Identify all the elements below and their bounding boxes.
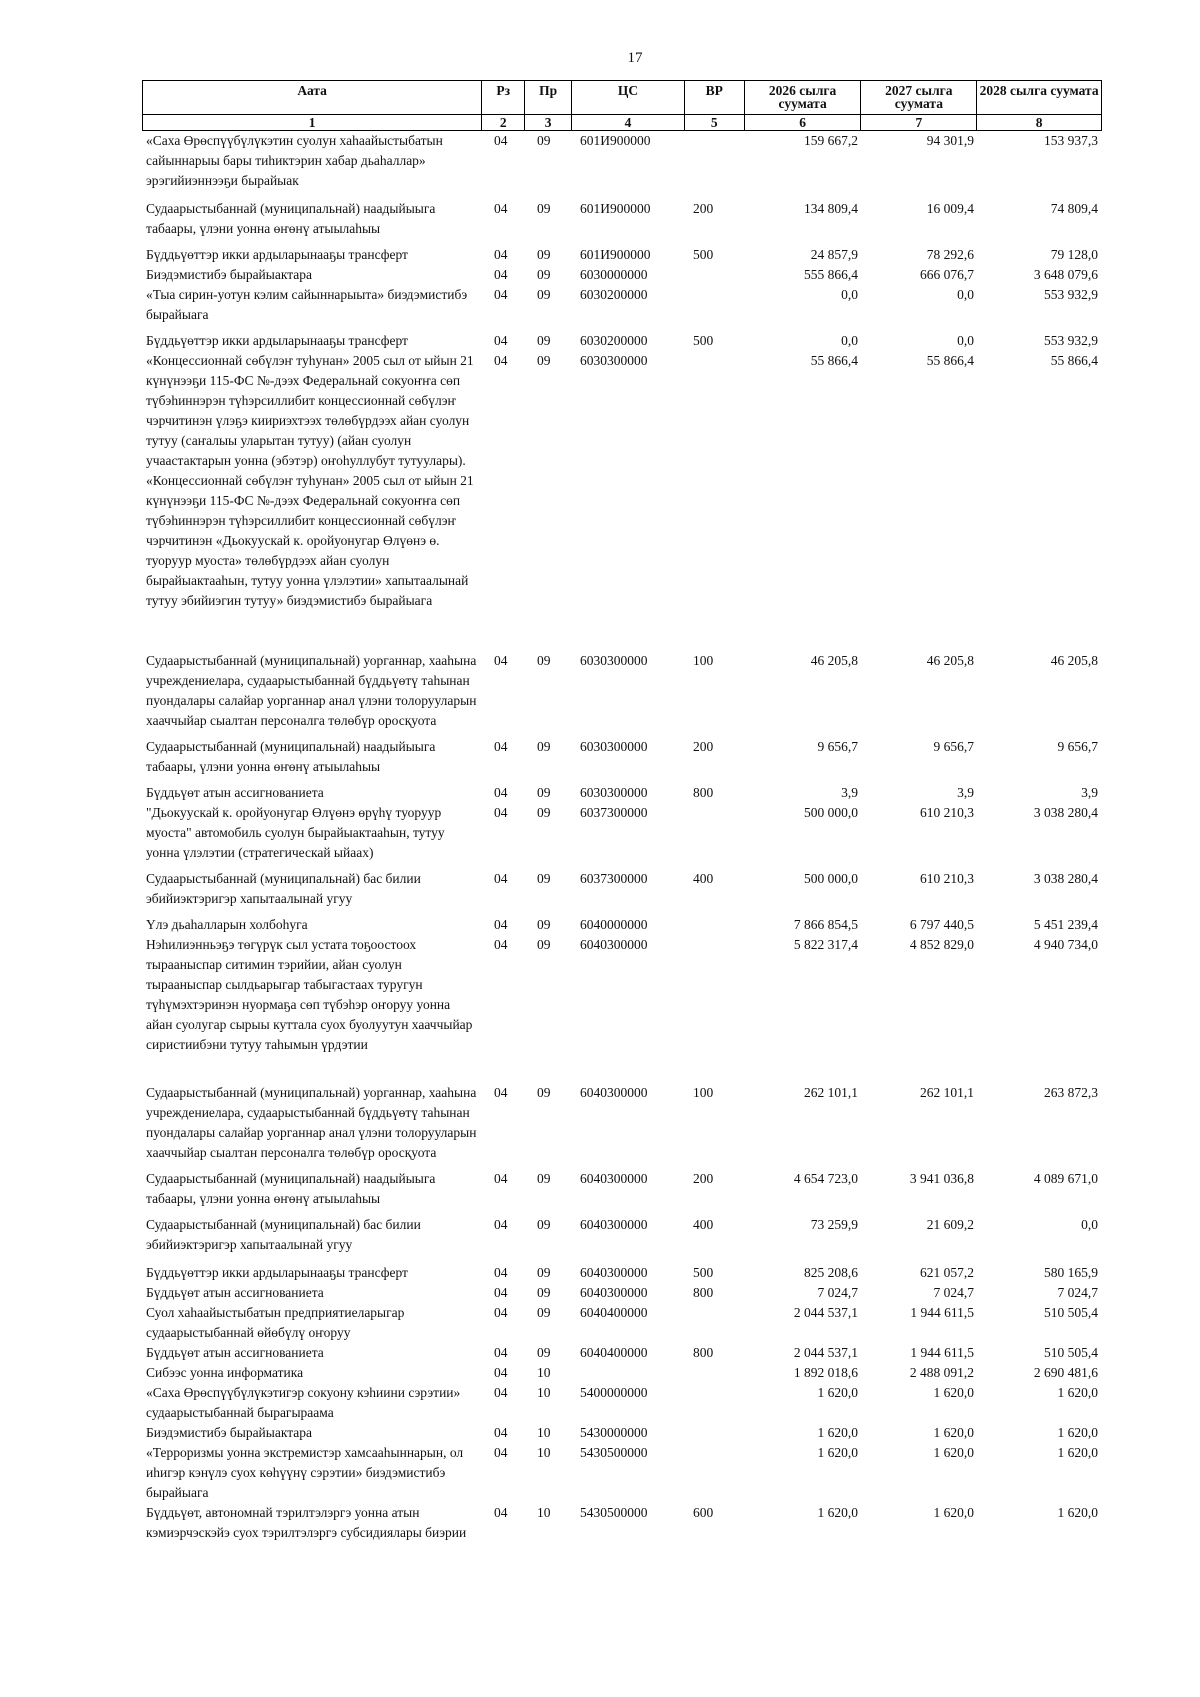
row-pr: 09 [537, 247, 551, 262]
row-2027: 610 210,3 [920, 805, 974, 820]
table-row [142, 803, 1102, 863]
row-2026: 262 101,1 [804, 1085, 858, 1100]
row-rz: 04 [494, 1217, 508, 1232]
row-2027: 1 620,0 [933, 1445, 974, 1460]
row-rz: 04 [494, 201, 508, 216]
row-rz: 04 [494, 871, 508, 886]
row-cs: 601И900000 [580, 201, 651, 216]
row-name: Сибээс уонна информатика [146, 1365, 304, 1380]
row-2028: 55 866,4 [1050, 353, 1098, 368]
row-name: Бүддьүөт атын ассигнованиета [146, 1285, 324, 1300]
row-pr: 09 [537, 1085, 551, 1100]
table-row [142, 1423, 1102, 1443]
row-2027: 1 620,0 [933, 1385, 974, 1400]
table-row [142, 737, 1102, 777]
row-pr: 09 [537, 1217, 551, 1232]
row-pr: 09 [537, 653, 551, 668]
row-2027: 1 944 611,5 [910, 1305, 974, 1320]
row-2028: 1 620,0 [1057, 1425, 1098, 1440]
row-2027: 621 057,2 [920, 1265, 974, 1280]
row-pr: 09 [537, 1305, 551, 1320]
row-cs [572, 1363, 685, 1383]
row-rz: 04 [494, 1285, 508, 1300]
row-rz: 04 [494, 1265, 508, 1280]
row-vr [685, 1363, 745, 1383]
row-2028: 0,0 [1081, 1217, 1098, 1232]
row-rz: 04 [494, 1445, 508, 1460]
row-vr: 200 [693, 739, 714, 754]
row-2026: 5 822 317,4 [793, 937, 858, 952]
header-rz: Рз [482, 81, 525, 114]
table-row [142, 651, 1102, 731]
row-2028: 510 505,4 [1044, 1305, 1098, 1320]
row-vr [685, 935, 745, 1055]
header-name: Аата [143, 81, 482, 114]
row-rz: 04 [494, 1085, 508, 1100]
row-name: Судаарыстыбаннай (муниципальнай) бас билии эбийиэктэригэр хапытаалынай угуу [146, 1217, 421, 1252]
table-row [142, 265, 1102, 285]
row-rz: 04 [494, 1385, 508, 1400]
row-cs: 5430500000 [580, 1445, 648, 1460]
table-row [142, 351, 1102, 611]
table-row [142, 1083, 1102, 1163]
row-2027: 94 301,9 [926, 133, 974, 148]
row-2027: 0,0 [957, 287, 974, 302]
row-name: «Терроризмы уонна экстремистэр хамсааһыннарын, ол иһигэр кэнүлэ суох көһүүнү сэрэтии» биэдэмистибэ бырайыага [146, 1445, 464, 1500]
row-vr: 100 [693, 653, 714, 668]
row-cs: 6040000000 [580, 917, 648, 932]
page-number: 17 [627, 50, 643, 66]
row-pr: 09 [537, 133, 551, 148]
row-pr: 09 [537, 267, 551, 282]
row-cs: 6037300000 [580, 871, 648, 886]
row-name: Судаарыстыбаннай (муниципальнай) уорганнар, хааһына учреждениелара, судаарыстыбаннай бүддьүөтү таһынан пуондалары салайар уорганнар анал үлэни толорууларын хааччыйар сыалтан персоналга төлөбүр оросқуота [146, 1085, 477, 1160]
row-pr: 09 [537, 871, 551, 886]
row-2027: 4 852 829,0 [909, 937, 974, 952]
row-name: Судаарыстыбаннай (муниципальнай) наадыйыыга табаары, үлэни уонна өҥөнү атыылаһыы [146, 201, 436, 236]
row-2028: 46 205,8 [1050, 653, 1098, 668]
row-vr: 400 [693, 871, 714, 886]
row-vr: 500 [693, 247, 714, 262]
header-number: 8 [1035, 115, 1043, 130]
row-rz: 04 [494, 653, 508, 668]
row-2028: 9 656,7 [1057, 739, 1098, 754]
row-vr: 600 [693, 1505, 714, 1520]
row-cs: 601И900000 [580, 133, 651, 148]
row-2026: 1 620,0 [817, 1445, 858, 1460]
row-cs: 6037300000 [580, 805, 648, 820]
row-name: Биэдэмистибэ бырайыактара [146, 1425, 313, 1440]
table-body [142, 131, 1102, 1543]
row-cs: 6030200000 [580, 287, 648, 302]
row-rz: 04 [494, 805, 508, 820]
row-2027: 3,9 [957, 785, 974, 800]
row-2028: 553 932,9 [1044, 333, 1098, 348]
row-2026: 134 809,4 [804, 201, 858, 216]
row-pr: 09 [537, 805, 551, 820]
row-name: Суол хаһаайыстыбатын предприятиеларыгар судаарыстыбаннай өйөбүлү оҥоруу [146, 1305, 405, 1340]
row-pr: 09 [537, 739, 551, 754]
row-2027: 2 488 091,2 [909, 1365, 974, 1380]
table-row [142, 285, 1102, 325]
row-name: Судаарыстыбаннай (муниципальнай) наадыйыыга табаары, үлэни уонна өҥөнү атыылаһыы [146, 1171, 436, 1206]
row-vr [685, 1383, 745, 1423]
table-row [142, 1263, 1102, 1283]
table-row [142, 199, 1102, 239]
table-row [142, 245, 1102, 265]
row-cs: 6030300000 [580, 653, 648, 668]
row-2026: 4 654 723,0 [793, 1171, 858, 1186]
row-2028: 553 932,9 [1044, 287, 1098, 302]
row-pr: 09 [537, 937, 551, 952]
table-row [142, 131, 1102, 191]
row-name: Нэһилиэнньэҕэ төгүрүк сыл устата тоҕоостоох тырааныспар ситимин тэрийии, айан суолун тырааныспар сылдьарыгар табыгастаах туругун түһүмэхтэринэн нуормаҕа сөп түбэһэр оҥоруу уонна айан суолугар сырыы куттала суох буолуутун хааччыйар сиристиибэни тутуу таһымын үрдэтии [146, 937, 473, 1052]
row-2027: 610 210,3 [920, 871, 974, 886]
header-number: 7 [861, 115, 977, 130]
row-pr: 09 [537, 1171, 551, 1186]
row-rz: 04 [494, 917, 508, 932]
row-rz: 04 [494, 247, 508, 262]
row-name: Биэдэмистибэ бырайыактара [146, 267, 313, 282]
header-vr: ВР [685, 81, 745, 114]
row-name: Бүддьүөттэр икки ардыларынааҕы трансферт [146, 1265, 408, 1280]
row-rz: 04 [494, 1345, 508, 1360]
row-2028: 4 089 671,0 [1033, 1171, 1098, 1186]
row-vr [685, 803, 745, 863]
row-rz: 04 [494, 353, 508, 368]
row-2027: 78 292,6 [926, 247, 974, 262]
row-vr [685, 351, 745, 611]
row-2026: 1 620,0 [817, 1425, 858, 1440]
row-2026: 46 205,8 [810, 653, 858, 668]
row-rz: 04 [494, 333, 508, 348]
table-row [142, 1169, 1102, 1209]
header-number: 4 [572, 115, 685, 130]
row-2028: 1 620,0 [1057, 1505, 1098, 1520]
table-row [142, 1443, 1102, 1503]
header-number: 1 [143, 115, 482, 130]
header-number: 3 [525, 115, 572, 130]
row-2026: 825 208,6 [804, 1265, 858, 1280]
row-vr: 200 [693, 1171, 714, 1186]
header-number: 6 [745, 115, 862, 130]
row-vr [685, 265, 745, 285]
row-vr [685, 1303, 745, 1343]
row-2026: 1 892 018,6 [793, 1365, 858, 1380]
row-2026: 3,9 [841, 785, 858, 800]
row-vr [685, 131, 745, 191]
row-2028: 3 038 280,4 [1033, 805, 1098, 820]
table-row [142, 1503, 1102, 1543]
row-rz: 04 [494, 739, 508, 754]
row-name: Бүддьүөт атын ассигнованиета [146, 785, 324, 800]
row-2026: 2 044 537,1 [793, 1305, 858, 1320]
row-pr: 10 [537, 1505, 551, 1520]
row-2028: 74 809,4 [1050, 201, 1098, 216]
header-pr: Пр [525, 81, 572, 114]
row-name: "Дьокуускай к. оройуонугар Өлүөнэ өрүһү туоруур муоста" автомобиль суолун бырайыактааһын, тутуу уонна үлэлэтии (стратегическай ыйаах) [146, 805, 445, 860]
row-vr [685, 285, 745, 325]
row-cs: 6030300000 [580, 785, 648, 800]
header-cs: ЦС [572, 81, 685, 114]
row-cs: 6030300000 [580, 739, 648, 754]
row-rz: 04 [494, 937, 508, 952]
row-vr: 800 [693, 785, 714, 800]
row-2026: 1 620,0 [817, 1385, 858, 1400]
row-vr [685, 915, 745, 935]
row-2027: 21 609,2 [926, 1217, 974, 1232]
row-2027: 1 620,0 [933, 1505, 974, 1520]
row-2027: 6 797 440,5 [909, 917, 974, 932]
row-cs: 5400000000 [580, 1385, 648, 1400]
row-name: «Саха Өрөспүүбүлүкэтигэр сокуону кэһиини сэрэтии» судаарыстыбаннай бырагыраама [146, 1385, 461, 1420]
row-2026: 7 866 854,5 [793, 917, 858, 932]
table-row [142, 331, 1102, 351]
table-row [142, 1303, 1102, 1343]
row-2026: 159 667,2 [804, 133, 858, 148]
row-name: Бүддьүөттэр икки ардыларынааҕы трансферт [146, 333, 408, 348]
row-2028: 510 505,4 [1044, 1345, 1098, 1360]
row-name: «Тыа сирин-уотун кэлим сайыннарыыта» биэдэмистибэ бырайыага [146, 287, 468, 322]
row-2028: 2 690 481,6 [1033, 1365, 1098, 1380]
table-header [142, 80, 1102, 115]
row-2026: 500 000,0 [804, 805, 858, 820]
row-pr: 10 [537, 1445, 551, 1460]
row-rz: 04 [494, 267, 508, 282]
row-2026: 0,0 [841, 333, 858, 348]
row-2026: 73 259,9 [810, 1217, 858, 1232]
row-name: Судаарыстыбаннай (муниципальнай) наадыйыыга табаары, үлэни уонна өҥөнү атыылаһыы [146, 739, 436, 774]
table-row [142, 1215, 1102, 1255]
row-cs: 6040300000 [580, 1265, 648, 1280]
row-2027: 666 076,7 [920, 267, 974, 282]
row-vr: 500 [693, 333, 714, 348]
row-cs: 6040400000 [580, 1345, 648, 1360]
header-number: 2 [482, 115, 525, 130]
row-name: «Концессионнай сөбүлэҥ туһунан» 2005 сыл от ыйын 21 күнүнээҕи 115-ФС №-дээх Федеральнай сокуоҥҥа сөп түбэһиннэрэн түһэрсиллибит концессионнай сөбүлэҥ чэрчитинэн үлэҕэ киириэхтээх төлөбүрдээх айан суолун тутуу (саҥалыы уларытан тутуу) (айан суолун учаастактарын уонна (эбэтэр) оҥоһуллубут тутуулары). «Концессионнай сөбүлэҥ туһунан» 2005 сыл от ыйын 21 күнүнээҕи 115-ФС №-дээх Федеральнай сокуоҥҥа сөп түбэһиннэрэн түһэрсиллибит концессионнай сөбүлэҥ чэрчитинэн «Дьокуускай к. оройуонугар Өлүөнэ ө. туоруур муоста» төлөбүрдээх айан суолун бырайыактааһын, тутуу уонна үлэлэтии» хапытаалынай тутуу эбийиэгин тутуу» биэдэмистибэ бырайыага [146, 353, 474, 608]
row-pr: 09 [537, 1265, 551, 1280]
budget-table [142, 80, 1102, 1543]
row-pr: 10 [537, 1385, 551, 1400]
row-2026: 555 866,4 [804, 267, 858, 282]
row-2028: 3,9 [1081, 785, 1098, 800]
row-pr: 10 [537, 1425, 551, 1440]
row-rz: 04 [494, 1425, 508, 1440]
row-vr [685, 1443, 745, 1503]
row-2027: 0,0 [957, 333, 974, 348]
row-2026: 24 857,9 [810, 247, 858, 262]
table-row [142, 935, 1102, 1055]
row-name: Үлэ дьаһалларын холбоһуга [146, 917, 308, 932]
row-pr: 09 [537, 917, 551, 932]
row-2028: 5 451 239,4 [1033, 917, 1098, 932]
row-rz: 04 [494, 133, 508, 148]
row-2026: 9 656,7 [817, 739, 858, 754]
row-vr: 800 [693, 1345, 714, 1360]
table-header-numbers [142, 115, 1102, 131]
row-name: Бүддьүөт атын ассигнованиета [146, 1345, 324, 1360]
row-2026: 2 044 537,1 [793, 1345, 858, 1360]
row-2028: 3 648 079,6 [1033, 267, 1098, 282]
row-cs: 6040300000 [580, 1217, 648, 1232]
row-name: Судаарыстыбаннай (муниципальнай) уорганнар, хааһына учреждениелара, судаарыстыбаннай бүддьүөтү таһынан пуондалары салайар уорганнар анал үлэни толорууларын хааччыйар сыалтан персоналга төлөбүр оросқуота [146, 653, 477, 728]
row-2028: 4 940 734,0 [1033, 937, 1098, 952]
row-vr: 100 [693, 1085, 714, 1100]
row-name: Судаарыстыбаннай (муниципальнай) бас билии эбийиэктэригэр хапытаалынай угуу [146, 871, 421, 906]
row-2028: 1 620,0 [1057, 1445, 1098, 1460]
row-pr: 09 [537, 287, 551, 302]
row-pr: 09 [537, 1345, 551, 1360]
row-vr: 200 [693, 201, 714, 216]
header-number: 5 [685, 115, 745, 130]
row-pr: 09 [537, 785, 551, 800]
row-pr: 09 [537, 333, 551, 348]
row-cs: 6030300000 [580, 353, 648, 368]
row-2026: 500 000,0 [804, 871, 858, 886]
row-cs: 6040400000 [580, 1305, 648, 1320]
row-2026: 1 620,0 [817, 1505, 858, 1520]
row-vr: 400 [693, 1217, 714, 1232]
row-cs: 601И900000 [580, 247, 651, 262]
row-vr: 800 [693, 1285, 714, 1300]
row-rz: 04 [494, 785, 508, 800]
header-2027: 2027 сылга суумата [861, 81, 977, 114]
row-2028: 263 872,3 [1044, 1085, 1098, 1100]
row-2027: 16 009,4 [926, 201, 974, 216]
row-2027: 9 656,7 [933, 739, 974, 754]
row-2027: 7 024,7 [933, 1285, 974, 1300]
row-2027: 46 205,8 [926, 653, 974, 668]
table-row [142, 915, 1102, 935]
table-row [142, 1363, 1102, 1383]
table-row [142, 1343, 1102, 1363]
row-2027: 3 941 036,8 [909, 1171, 974, 1186]
row-rz: 04 [494, 1305, 508, 1320]
row-pr: 10 [537, 1365, 551, 1380]
row-2028: 3 038 280,4 [1033, 871, 1098, 886]
row-cs: 6030000000 [580, 267, 648, 282]
row-2026: 0,0 [841, 287, 858, 302]
row-name: «Саха Өрөспүүбүлүкэтин суолун хаһаайыстыбатын сайыннарыы бары тиһиктэрин хабар дьаһаллар» эрэгийиэннээҕи бырайыак [146, 133, 443, 188]
row-rz: 04 [494, 1171, 508, 1186]
row-cs: 6040300000 [580, 1085, 648, 1100]
row-2028: 580 165,9 [1044, 1265, 1098, 1280]
table-row [142, 1283, 1102, 1303]
row-2028: 1 620,0 [1057, 1385, 1098, 1400]
row-rz: 04 [494, 1365, 508, 1380]
row-cs: 5430500000 [580, 1505, 648, 1520]
row-pr: 09 [537, 201, 551, 216]
row-2026: 7 024,7 [817, 1285, 858, 1300]
row-2028: 7 024,7 [1057, 1285, 1098, 1300]
row-2027: 55 866,4 [926, 353, 974, 368]
header-2028: 2028 сылга суумата [979, 83, 1099, 98]
row-name: Бүддьүөттэр икки ардыларынааҕы трансферт [146, 247, 408, 262]
row-rz: 04 [494, 287, 508, 302]
row-vr [685, 1423, 745, 1443]
row-vr: 500 [693, 1265, 714, 1280]
row-rz: 04 [494, 1505, 508, 1520]
row-name: Бүддьүөт, автономнай тэрилтэлэргэ уонна атын кэмиэрчэскэйэ суох тэрилтэлэргэ субсидиялары биэрии [146, 1505, 467, 1540]
row-cs: 6040300000 [580, 1171, 648, 1186]
row-cs: 6040300000 [580, 1285, 648, 1300]
row-cs: 6030200000 [580, 333, 648, 348]
row-2028: 79 128,0 [1050, 247, 1098, 262]
row-cs: 5430000000 [580, 1425, 648, 1440]
row-cs: 6040300000 [580, 937, 648, 952]
row-2027: 1 944 611,5 [910, 1345, 974, 1360]
row-2027: 262 101,1 [920, 1085, 974, 1100]
table-row [142, 783, 1102, 803]
header-2026: 2026 сылга суумата [745, 81, 862, 114]
row-2026: 55 866,4 [810, 353, 858, 368]
row-2027: 1 620,0 [933, 1425, 974, 1440]
row-pr: 09 [537, 1285, 551, 1300]
table-row [142, 869, 1102, 909]
row-2028: 153 937,3 [1044, 133, 1098, 148]
row-pr: 09 [537, 353, 551, 368]
table-row [142, 1383, 1102, 1423]
